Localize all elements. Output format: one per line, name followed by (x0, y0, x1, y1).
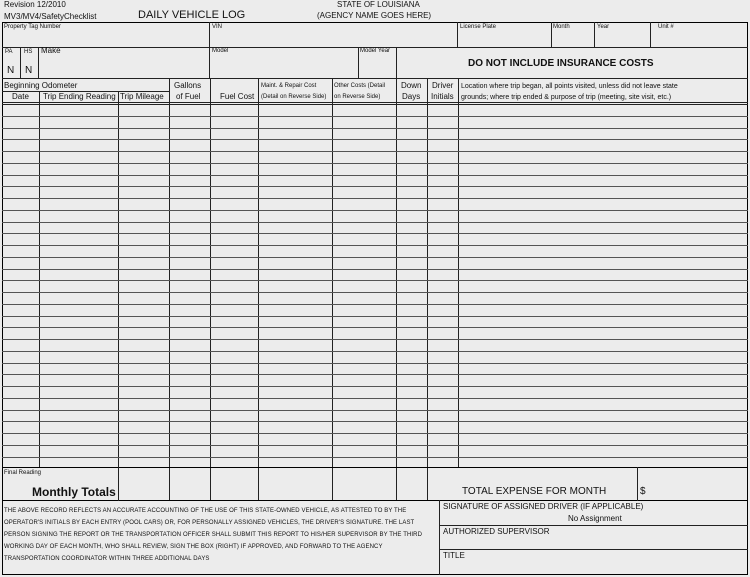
table-row[interactable] (2, 116, 748, 117)
final-reading-label: Final Reading (4, 470, 42, 476)
license-plate-field[interactable]: License Plate (460, 24, 497, 30)
table-row[interactable] (2, 339, 748, 340)
table-row[interactable] (2, 304, 748, 305)
table-row[interactable] (2, 186, 748, 187)
driver-initials-header: Driver (432, 81, 454, 90)
title-field[interactable]: TITLE (443, 551, 465, 560)
gallons-header: Gallons (174, 81, 202, 90)
table-row[interactable] (2, 257, 748, 258)
checklist-label: MV3/MV4/SafetyChecklist (4, 12, 97, 21)
table-row[interactable] (2, 233, 748, 234)
other-costs-header: Other Costs (Detail (334, 83, 386, 89)
table-row[interactable] (2, 398, 748, 399)
make-field[interactable]: Make (41, 46, 61, 55)
state-label: STATE OF LOUISIANA (337, 0, 420, 9)
driver-signature-label: SIGNATURE OF ASSIGNED DRIVER (IF APPLICABLE) (443, 502, 644, 511)
beginning-odometer-header: Beginning Odometer (4, 81, 78, 90)
gallons-header-2: of Fuel (176, 92, 201, 101)
table-row[interactable] (2, 445, 748, 446)
table-row[interactable] (2, 457, 748, 458)
table-row[interactable] (2, 421, 748, 422)
pa-value[interactable]: N (7, 65, 15, 76)
table-row[interactable] (2, 410, 748, 411)
table-row[interactable] (2, 222, 748, 223)
table-row[interactable] (2, 351, 748, 352)
monthly-totals-label: Monthly Totals (32, 485, 116, 499)
page-title: DAILY VEHICLE LOG (138, 9, 246, 21)
total-expense-label: TOTAL EXPENSE FOR MONTH (462, 486, 607, 497)
property-tag-field[interactable]: Property Tag Number (4, 24, 61, 30)
table-row[interactable] (2, 280, 748, 281)
pa-label: PA (5, 49, 13, 55)
unit-field[interactable]: Unit # (658, 24, 674, 30)
table-row[interactable] (2, 139, 748, 140)
table-row[interactable] (2, 433, 748, 434)
hs-label: HS (24, 49, 33, 55)
location-header-2: grounds; where trip ended & purpose of trip (meeting, site visit, etc.) (461, 94, 672, 101)
certification-text: THE ABOVE RECORD REFLECTS AN ACCURATE ACCOUNTING OF THE USE OF THIS STATE-OWNED VEHICLE, AS ATTESTED TO BY THE OPERATOR'S INITIALS BY EACH ENTRY (POOL CARS) OR, FOR PERSONALLY ASSIGNED VEHICLES, THE DRIVER'S SIGNATURE. THE LAST PERSON SIGNING THE REPORT OR THE TRANSPORTATION OFFICER SHALL SUBMIT THIS REPORT TO HIS/HER SUPERVISOR BY THE THIRD WORKING DAY OF EACH MONTH, WHO SHALL REVIEW, SIGN THE BOX (RIGHT) IF APPROVED, AND FORWARD TO THE AGENCY TRANSPORTATION COORDINATOR WITHIN THREE ADDITIONAL DAYS (4, 508, 423, 562)
table-row[interactable] (2, 327, 748, 328)
agency-label: (AGENCY NAME GOES HERE) (317, 11, 432, 20)
month-field[interactable]: Month (553, 24, 570, 30)
supervisor-signature-field[interactable]: AUTHORIZED SUPERVISOR (443, 527, 550, 536)
table-row[interactable] (2, 363, 748, 364)
total-expense-value[interactable]: $ (640, 486, 646, 497)
table-row[interactable] (2, 269, 748, 270)
maint-header: Maint. & Repair Cost (261, 83, 317, 89)
trip-ending-header: Trip Ending Reading (43, 92, 116, 101)
year-field[interactable]: Year (597, 24, 610, 30)
table-row[interactable] (2, 163, 748, 164)
insurance-notice: DO NOT INCLUDE INSURANCE COSTS (468, 58, 654, 69)
table-row[interactable] (2, 151, 748, 152)
table-row[interactable] (2, 245, 748, 246)
model-field[interactable]: Model (212, 48, 229, 54)
table-row[interactable] (2, 292, 748, 293)
table-row[interactable] (2, 316, 748, 317)
trip-mileage-header: Trip Mileage (120, 92, 164, 101)
down-days-header: Down (401, 81, 422, 90)
driver-signature-value[interactable]: No Assignment (568, 514, 622, 523)
table-row[interactable] (2, 128, 748, 129)
table-row[interactable] (2, 386, 748, 387)
model-year-field[interactable]: Model Year (360, 48, 391, 54)
vin-field[interactable]: VIN (212, 24, 223, 30)
table-row[interactable] (2, 198, 748, 199)
table-row[interactable] (2, 374, 748, 375)
fuel-cost-header: Fuel Cost (220, 92, 255, 101)
maint-header-2: (Detail on Reverse Side) (261, 94, 327, 100)
other-costs-header-2: on Reverse Side) (334, 94, 381, 100)
date-header: Date (12, 92, 29, 101)
table-row[interactable] (2, 210, 748, 211)
hs-value[interactable]: N (25, 65, 33, 76)
driver-initials-header-2: Initials (431, 92, 454, 101)
down-days-header-2: Days (402, 92, 421, 101)
revision-label: Revision 12/2010 (4, 0, 66, 9)
table-row[interactable] (2, 175, 748, 176)
location-header: Location where trip began, all points visited, unless did not leave state (461, 83, 678, 90)
